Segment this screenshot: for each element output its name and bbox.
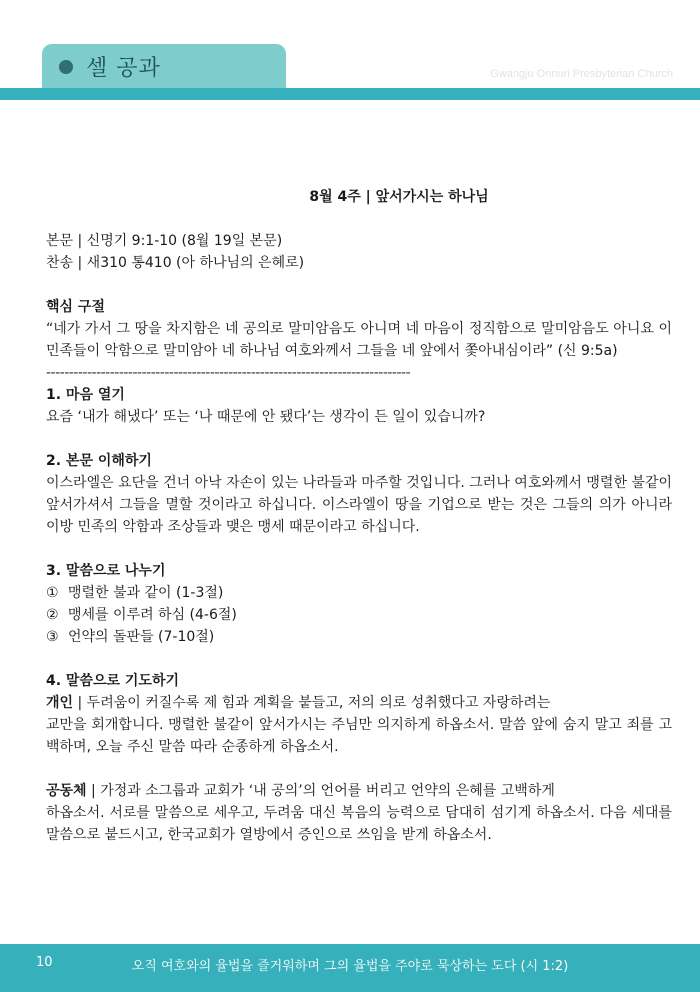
passage: 본문 | 신명기 9:1-10 (8월 19일 본문) xyxy=(46,233,283,249)
list-item-text: 언약의 돌판들 (7-10절) xyxy=(68,629,215,645)
list-item-text: 맹렬한 불과 같이 (1-3절) xyxy=(68,585,224,601)
section2-text: 이스라엘은 요단을 건너 아낙 자손이 있는 나라들과 마주할 것입니다. 그러나 여호와께서 맹렬한 불같이 앞서가셔서 그들을 멸할 것이라고 하십니다. 이스라엘이 땅을 기업으로 받는 것은 그들의 의가 아니라 이방 민족의 악함과 조상들과 맺은 맹세 때문이라고 하십니다. xyxy=(46,475,672,535)
personal-label: 개인 xyxy=(46,695,74,711)
section1-text: 요즘 ‘내가 해냈다’ 또는 ‘나 때문에 안 됐다’는 생각이 든 일이 있습니까? xyxy=(46,409,486,425)
community-prayer-line1 xyxy=(46,780,672,802)
header-bar xyxy=(0,88,700,100)
list-item-text: 맹세를 이루려 하심 (4-6절) xyxy=(68,607,237,623)
community-prayer-start: | 가정과 소그룹과 교회가 ‘내 공의’의 언어를 버리고 언약의 은혜를 고백하게 xyxy=(86,783,555,799)
header-tab xyxy=(42,44,286,88)
lesson-content xyxy=(46,186,672,846)
lesson-title: 8월 4주 | 앞서가시는 하나님 xyxy=(309,189,489,205)
section1-heading: 1. 마음 열기 xyxy=(46,387,125,403)
list-marker: ① xyxy=(46,585,59,601)
list-item xyxy=(46,582,672,604)
list-item xyxy=(46,626,672,648)
bullet-icon xyxy=(59,60,73,74)
page-number: 10 xyxy=(36,955,53,970)
community-label: 공동체 xyxy=(46,783,87,799)
personal-prayer-line1 xyxy=(46,692,672,714)
section2-heading: 2. 본문 이해하기 xyxy=(46,453,152,469)
personal-prayer-start: | 두려움이 커질수록 제 힘과 계획을 붙들고, 저의 의로 성취했다고 자랑하려는 xyxy=(73,695,551,711)
section4-heading: 4. 말씀으로 기도하기 xyxy=(46,673,179,689)
community-prayer-rest: 하옵소서. 서로를 말씀으로 세우고, 두려움 대신 복음의 능력으로 담대히 섬기게 하옵소서. 다음 세대를 말씀으로 붙드시고, 한국교회가 열방에서 증인으로 쓰임을 받게 하옵소서. xyxy=(46,805,672,843)
key-verse-heading: 핵심 구절 xyxy=(46,299,105,315)
section3-heading: 3. 말씀으로 나누기 xyxy=(46,563,166,579)
section-title: 셀 공과 xyxy=(86,56,161,81)
divider: -------------------------------------------------------------------------------- xyxy=(46,365,411,381)
footer-verse: 오직 여호와의 율법을 즐거워하며 그의 율법을 주야로 묵상하는 도다 (시 1:2) xyxy=(131,959,569,974)
list-marker: ③ xyxy=(46,629,59,645)
key-verse-text: “네가 가서 그 땅을 차지함은 네 공의로 말미암음도 아니며 네 마음이 정직함으로 말미암음도 아니요 이 민족들이 악함으로 말미암아 네 하나님 여호와께서 그들을 네 앞에서 쫓아내심이라” (신 9:5a) xyxy=(46,321,672,359)
personal-prayer-rest: 교만을 회개합니다. 맹렬한 불같이 앞서가시는 주님만 의지하게 하옵소서. 말씀 앞에 숨지 말고 죄를 고백하며, 오늘 주신 말씀 따라 순종하게 하옵소서. xyxy=(46,717,672,755)
hymn: 찬송 | 새310 통410 (아 하나님의 은혜로) xyxy=(46,255,305,271)
list-item xyxy=(46,604,672,626)
church-name: Gwangju Onnuri Presbyterian Church xyxy=(490,68,673,80)
list-marker: ② xyxy=(46,607,59,623)
